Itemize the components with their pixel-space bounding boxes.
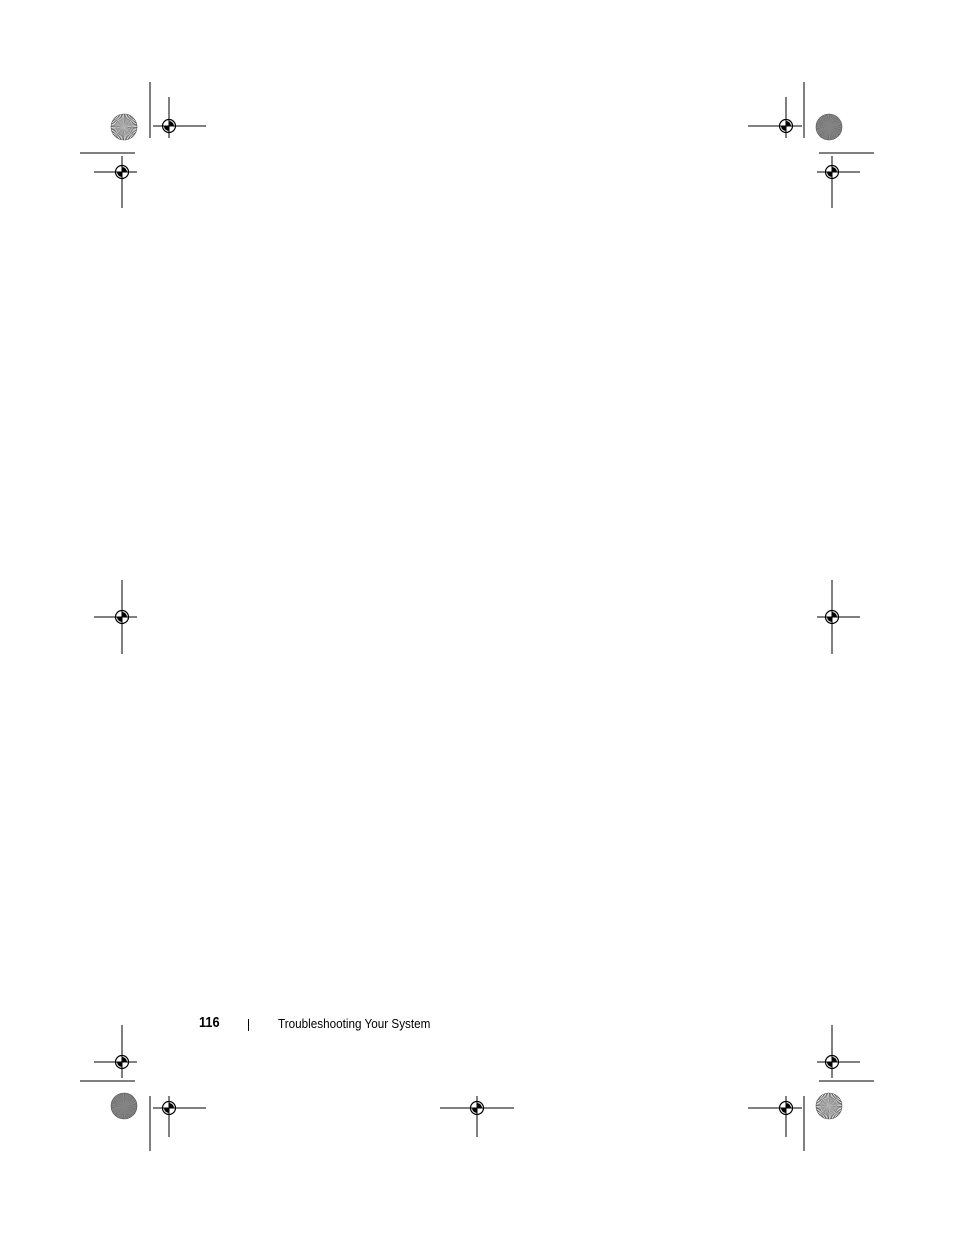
star-target-icon bbox=[816, 114, 842, 140]
registration-crosshair-icon bbox=[748, 1096, 802, 1137]
registration-crosshair-icon bbox=[817, 156, 860, 208]
star-target-icon bbox=[816, 1093, 842, 1119]
registration-crosshair-icon bbox=[94, 580, 137, 654]
registration-crosshair-icon bbox=[748, 97, 802, 138]
registration-crosshair-icon bbox=[94, 156, 137, 208]
registration-crosshair-icon bbox=[440, 1096, 514, 1137]
registration-crosshair-icon bbox=[817, 580, 860, 654]
footer-separator bbox=[248, 1019, 249, 1031]
star-target-icon bbox=[111, 1093, 137, 1119]
registration-crosshair-icon bbox=[153, 97, 206, 138]
registration-crosshair-icon bbox=[817, 1025, 860, 1078]
star-target-icon bbox=[111, 114, 137, 140]
running-footer-title: Troubleshooting Your System bbox=[278, 1016, 431, 1031]
registration-crosshair-icon bbox=[153, 1096, 206, 1137]
page-number: 116 bbox=[199, 1014, 220, 1031]
registration-crosshair-icon bbox=[94, 1025, 137, 1078]
